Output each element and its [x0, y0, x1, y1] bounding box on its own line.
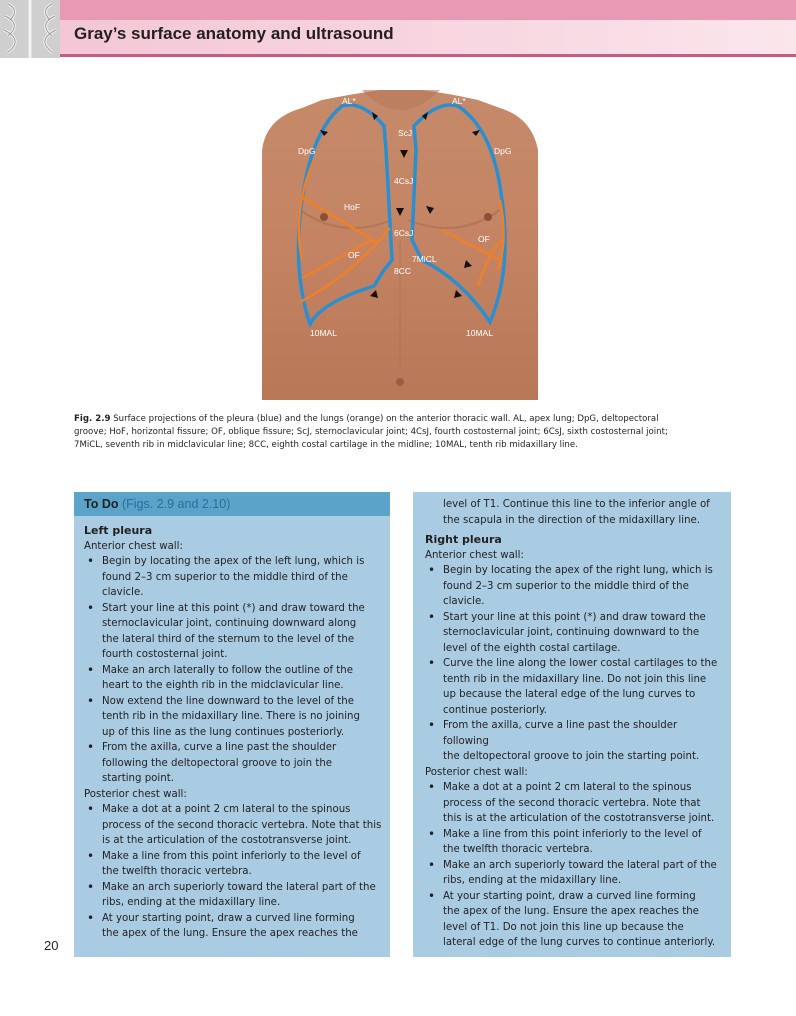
right-anterior-heading: Anterior chest wall: [425, 549, 524, 561]
list-item: • Start your line at this point (*) and draw toward the [84, 601, 384, 617]
list-item: • From the axilla, curve a line past the shoulder following [425, 718, 725, 749]
left-pleura-title: Left pleura [84, 524, 153, 537]
left-anterior-heading: Anterior chest wall: [84, 540, 183, 552]
label-8cc: 8CC [394, 266, 412, 276]
list-item: • Make a line from this point inferiorly to the level of [84, 849, 384, 865]
figure-caption [74, 413, 734, 452]
chest-illustration [262, 90, 538, 400]
list-item: • Make an arch superiorly toward the lateral part of the [84, 880, 384, 896]
caption-line-3: 7MiCL, seventh rib in midclavicular line; 8CC, eighth costal cartilage in the midline; 10MAL, tenth rib midaxillary line. [74, 440, 578, 450]
todo-ref-open: ( [121, 497, 127, 511]
caption-line-1: Surface projections of the pleura (blue) and the lungs (orange) on the anterior thoracic wall. AL, apex lung; DpG, deltopectoral [113, 414, 659, 424]
ribcage-icon [0, 0, 60, 58]
label-scj: ScJ [398, 128, 413, 138]
list-item: • Make a line from this point inferiorly to the level of [425, 827, 725, 843]
list-item: • Curve the line along the lower costal cartilages to the [425, 656, 725, 672]
label-dpg-left: DpG [298, 146, 316, 156]
figure-number: Fig. 2.9 [74, 414, 111, 424]
left-pleura-section: Left pleura Anterior chest wall: • Begin by locating the apex of the left lung, which is found 2–3 cm superior to the middle third of the clavicle. • Start your line at this point (*) and draw toward the sternoclavicular joint, continuing downward along the lateral third of the sternum to the level of the fourth costosternal joint. • Make an arch laterally to follow the outline of the heart to the eighth rib in the midclavicular line. • Now extend the line downward to the level of the tenth rib in the midaxillary line. There is no joining up of this line as the lung continues posteriorly. • From the axilla, curve a line past the shoulder following the deltopectoral groove to join the starting point. Posterior chest wall: • Make a dot at a point 2 cm lateral to the spinous process of the second thoracic vertebra. Note that this is at the articulation of the costotransverse joint. • Make a line from this point inferiorly to the level of the twelfth thoracic vertebra. • Make an arch superiorly toward the lateral part of the ribs, ending at the midaxillary line. • At your starting point, draw a curved line forming the apex of the lung. Ensure the apex reaches the [84, 523, 384, 942]
continued-text: level of T1. Continue this line to the inferior angle of [443, 499, 710, 510]
label-6csj: 6CsJ [394, 228, 414, 238]
list-item: • Now extend the line downward to the level of the [84, 694, 384, 710]
list-item: • Make an arch laterally to follow the outline of the [84, 663, 384, 679]
todo-ref-close: ) [226, 497, 231, 511]
right-pleura-title: Right pleura [425, 533, 502, 546]
figure-2-9 [262, 90, 538, 400]
header-divider [60, 54, 796, 57]
right-posterior-heading: Posterior chest wall: [425, 766, 528, 778]
list-item: • At your starting point, draw a curved line forming [425, 889, 725, 905]
label-of-left: OF [348, 250, 360, 260]
list-item: • From the axilla, curve a line past the shoulder [84, 740, 384, 756]
label-4csj: 4CsJ [394, 176, 414, 186]
list-item: • Begin by locating the apex of the left lung, which is [84, 554, 384, 570]
label-al-left: AL* [342, 96, 356, 106]
todo-figure-reference[interactable]: Figs. 2.9 and 2.10 [126, 497, 227, 511]
page-number: 20 [44, 938, 59, 953]
caption-line-2: groove; HoF, horizontal fissure; OF, oblique fissure; ScJ, sternoclavicular joint; 4CsJ, fourth costosternal joint; 6CsJ, sixth costosternal joint; [74, 427, 668, 437]
header-accent-bar [60, 0, 796, 20]
label-of-right: OF [478, 234, 490, 244]
label-al-right: AL* [452, 96, 466, 106]
todo-header [74, 492, 390, 516]
list-item: • At your starting point, draw a curved line forming [84, 911, 384, 927]
list-item: • Begin by locating the apex of the right lung, which is [425, 563, 725, 579]
list-item: • Make an arch superiorly toward the lateral part of the [425, 858, 725, 874]
label-10mal-right: 10MAL [466, 328, 493, 338]
label-7micl: 7MiCL [412, 254, 437, 264]
page-header [0, 0, 796, 58]
label-10mal-left: 10MAL [310, 328, 337, 338]
label-dpg-right: DpG [494, 146, 512, 156]
label-hof: HoF [344, 202, 361, 212]
running-head-title: Gray’s surface anatomy and ultrasound [74, 24, 394, 43]
list-item: • Start your line at this point (*) and draw toward the [425, 610, 725, 626]
left-posterior-heading: Posterior chest wall: [84, 788, 187, 800]
right-pleura-section: level of T1. Continue this line to the inferior angle of the scapula in the direction of the midaxillary line. Right pleura Anterior chest wall: • Begin by locating the apex of the right lung, which is found 2–3 cm superior to the middle third of the clavicle. • Start your line at this point (*) and draw toward the sternoclavicular joint, continuing downward to the level of the eighth costal cartilage. • Curve the line along the lower costal cartilages to the tenth rib in the midaxillary line. Do not join this line up because the lateral edge of the lung curves to continue posteriorly. • From the axilla, curve a line past the shoulder following the deltopectoral groove to join the starting point. Posterior chest wall: • Make a dot at a point 2 cm lateral to the spinous process of the second thoracic vertebra. Note that this is at the articulation of the costotransverse joint. • Make a line from this point inferiorly to the level of the twelfth thoracic vertebra. • Make an arch superiorly toward the lateral part of the ribs, ending at the midaxillary line. • At your starting point, draw a curved line forming the apex of the lung. Ensure the apex reaches the level of T1. Do not join this line up because the lateral edge of the lung curves to continue anteriorly. [425, 497, 725, 951]
list-item: • Make a dot at a point 2 cm lateral to the spinous [84, 802, 384, 818]
todo-title: To Do [84, 497, 119, 511]
list-item: • Make a dot at a point 2 cm lateral to the spinous [425, 780, 725, 796]
